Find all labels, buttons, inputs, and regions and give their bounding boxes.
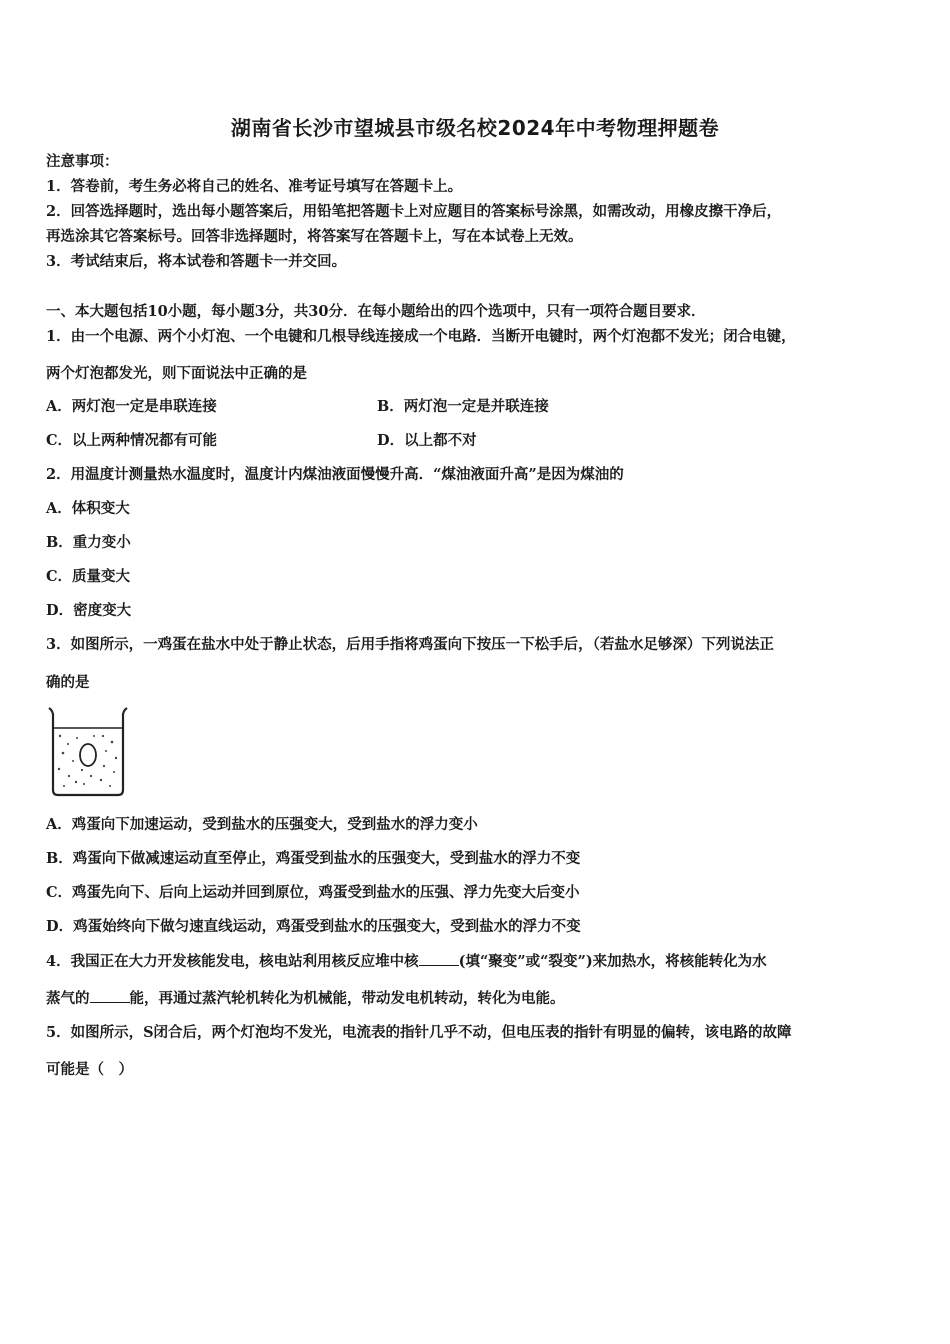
question-2-option-a: A．体积变大 (46, 500, 130, 517)
question-3-stem-cont: 确的是 (46, 674, 90, 691)
question-1-stem-cont: 两个灯泡都发光，则下面说法中正确的是 (46, 365, 307, 382)
question-5-stem: 5．如图所示，S闭合后，两个灯泡均不发光，电流表的指针几乎不动，但电压表的指针有明显的偏转，该电路的故障 (46, 1024, 792, 1041)
question-3-stem: 3．如图所示，一鸡蛋在盐水中处于静止状态，后用手指将鸡蛋向下按压一下松手后，（若盐水足够深）下列说法正 (46, 636, 774, 653)
question-4-text: 4．我国正在大力开发核能发电，核电站利用核反应堆中核 (46, 953, 419, 970)
beaker-egg-figure (46, 706, 130, 798)
question-3-option-a: A．鸡蛋向下加速运动，受到盐水的压强变大，受到盐水的浮力变小 (46, 816, 478, 833)
question-1-option-b: B．两灯泡一定是并联连接 (377, 398, 549, 415)
question-2-option-d: D．密度变大 (46, 602, 132, 619)
question-4-text: 蒸气的 (46, 990, 90, 1007)
question-2-option-c: C．质量变大 (46, 568, 131, 585)
question-1-stem: 1．由一个电源、两个小灯泡、一个电键和几根导线连接成一个电路．当断开电键时，两个灯泡都不发光；闭合电键， (46, 328, 796, 345)
question-4-text: (填“聚变”或“裂变”)来加热水，将核能转化为水 (458, 953, 767, 970)
question-2-stem: 2．用温度计测量热水温度时，温度计内煤油液面慢慢升高．“煤油液面升高”是因为煤油的 (46, 466, 624, 483)
answer-blank (419, 951, 459, 966)
question-5-stem-cont: 可能是（ ） (46, 1061, 133, 1078)
question-4-stem (46, 951, 767, 972)
question-3-option-d: D．鸡蛋始终向下做匀速直线运动，鸡蛋受到盐水的压强变大，受到盐水的浮力不变 (46, 918, 581, 935)
question-4-stem-cont (46, 988, 565, 1009)
page-title: 湖南省长沙市望城县市级名校2024年中考物理押题卷 (230, 116, 720, 140)
notice-item: 3．考试结束后，将本试卷和答题卡一并交回。 (46, 253, 347, 270)
notice-item: 再选涂其它答案标号。回答非选择题时，将答案写在答题卡上，写在本试卷上无效。 (46, 228, 583, 245)
answer-blank (90, 988, 130, 1003)
question-4-text: 能，再通过蒸汽轮机转化为机械能，带动发电机转动，转化为电能。 (129, 990, 565, 1007)
question-3-option-c: C．鸡蛋先向下、后向上运动并回到原位，鸡蛋受到盐水的压强、浮力先变大后变小 (46, 884, 580, 901)
question-1-option-c: C．以上两种情况都有可能 (46, 432, 218, 449)
section-heading: 一、本大题包括10小题，每小题3分，共30分．在每小题给出的四个选项中，只有一项符合题目要求． (46, 303, 706, 320)
question-2-option-b: B．重力变小 (46, 534, 131, 551)
egg-icon (80, 744, 96, 766)
notice-item: 2．回答选择题时，选出每小题答案后，用铅笔把答题卡上对应题目的答案标号涂黑，如需改动，用橡皮擦干净后， (46, 203, 782, 220)
notice-heading: 注意事项： (46, 153, 119, 170)
question-3-option-b: B．鸡蛋向下做减速运动直至停止，鸡蛋受到盐水的压强变大，受到盐水的浮力不变 (46, 850, 581, 867)
question-1-option-a: A．两灯泡一定是串联连接 (46, 398, 217, 415)
question-1-option-d: D．以上都不对 (377, 432, 477, 449)
notice-item: 1．答卷前，考生务必将自己的姓名、准考证号填写在答题卡上。 (46, 178, 463, 195)
